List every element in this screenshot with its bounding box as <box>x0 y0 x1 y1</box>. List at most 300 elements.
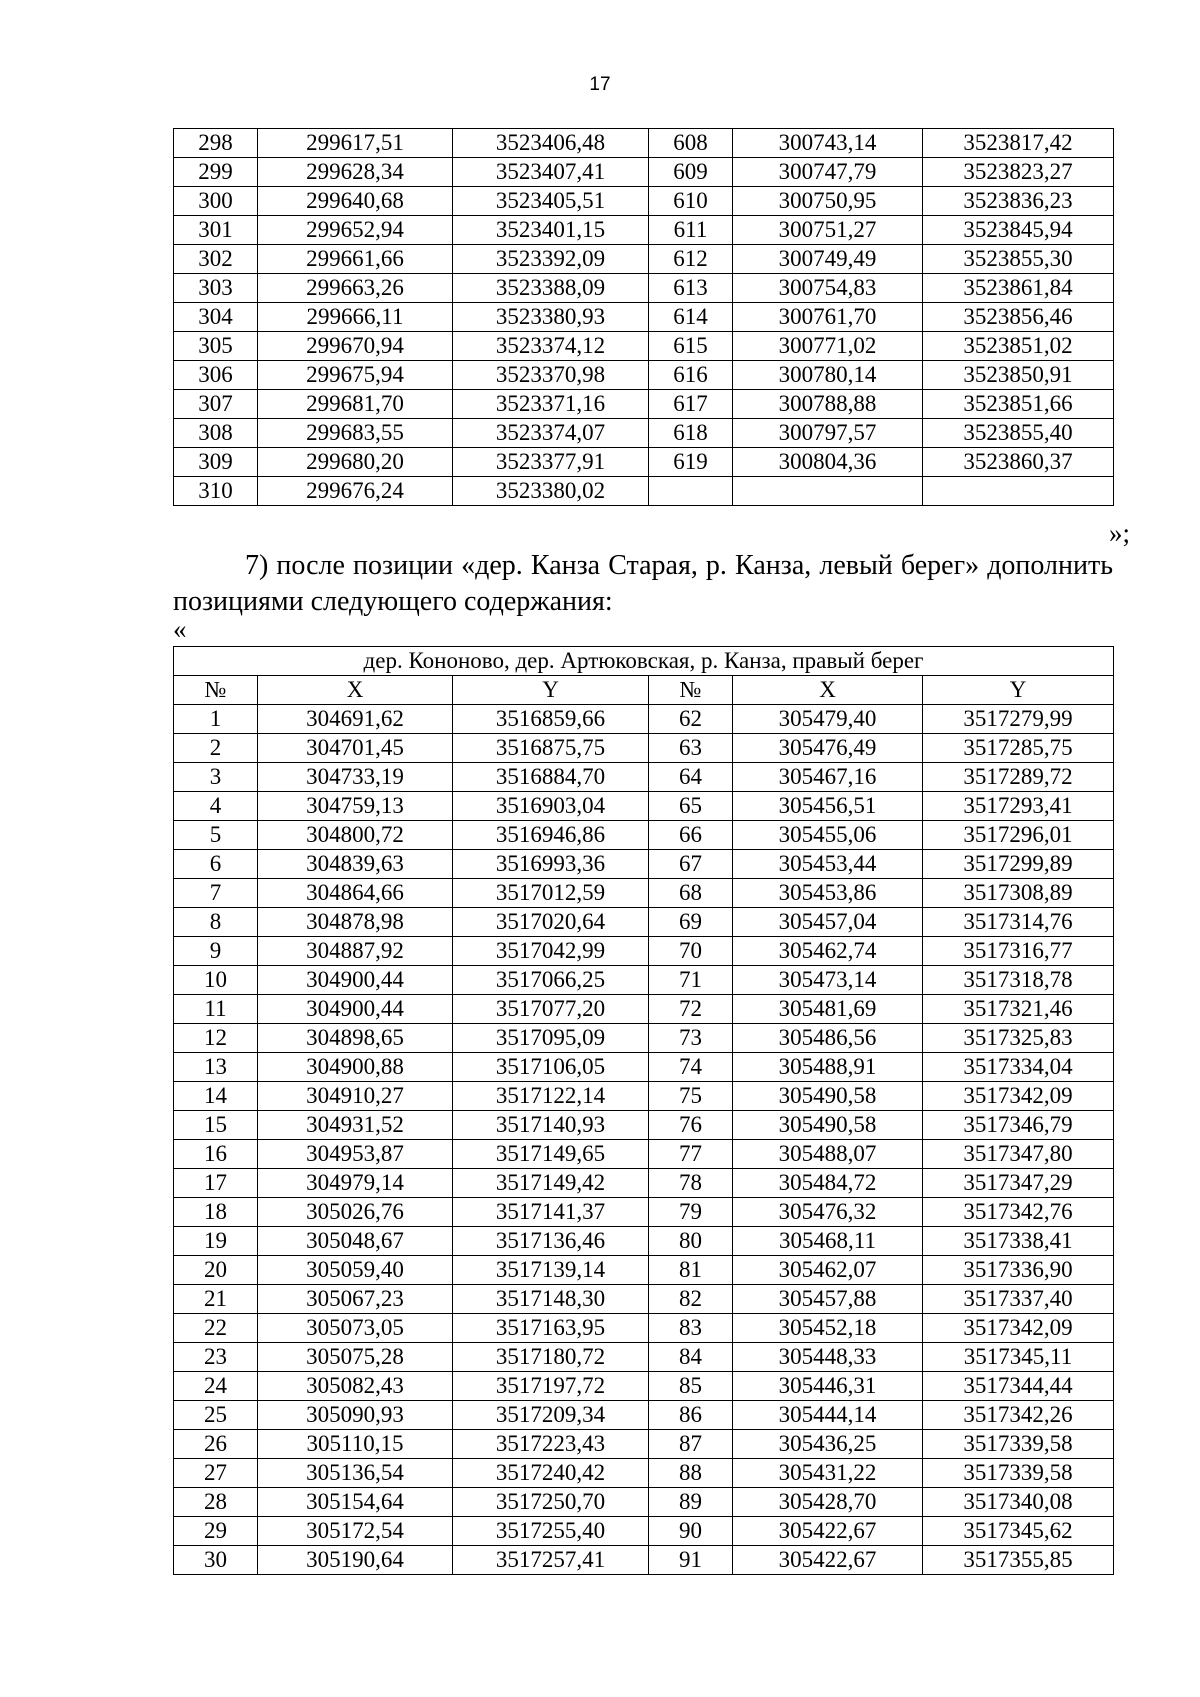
cell-y-coordinate: 3517257,41 <box>453 1546 649 1575</box>
cell-x-coordinate: 305067,23 <box>258 1285 453 1314</box>
cell-x-coordinate: 305431,22 <box>733 1459 923 1488</box>
cell-y-coordinate: 3517340,08 <box>923 1488 1114 1517</box>
cell-x-coordinate: 305455,06 <box>733 821 923 850</box>
cell-point-number: 70 <box>649 937 733 966</box>
cell-y-coordinate: 3516993,36 <box>453 850 649 879</box>
cell-x-coordinate: 305468,11 <box>733 1227 923 1256</box>
cell-x-coordinate: 300751,27 <box>733 216 923 245</box>
cell-y-coordinate: 3523371,16 <box>453 390 649 419</box>
table-row <box>174 1459 1114 1488</box>
cell-y-coordinate: 3523380,93 <box>453 303 649 332</box>
cell-point-number: 73 <box>649 1024 733 1053</box>
cell-y-coordinate: 3517342,09 <box>923 1082 1114 1111</box>
cell-point-number: 618 <box>649 419 733 448</box>
cell-x-coordinate: 305453,44 <box>733 850 923 879</box>
cell-point-number: 72 <box>649 995 733 1024</box>
cell-point-number: 303 <box>174 274 258 303</box>
cell-x-coordinate: 304878,98 <box>258 908 453 937</box>
cell-x-coordinate: 304910,27 <box>258 1082 453 1111</box>
cell-y-coordinate: 3523380,02 <box>453 477 649 506</box>
cell-y-coordinate: 3517149,65 <box>453 1140 649 1169</box>
cell-y-coordinate: 3523377,91 <box>453 448 649 477</box>
cell-y-coordinate: 3517316,77 <box>923 937 1114 966</box>
cell-y-coordinate: 3517223,43 <box>453 1430 649 1459</box>
cell-y-coordinate: 3523861,84 <box>923 274 1114 303</box>
cell-y-coordinate: 3517141,37 <box>453 1198 649 1227</box>
table-row <box>174 821 1114 850</box>
cell-y-coordinate: 3523851,66 <box>923 390 1114 419</box>
cell-point-number: 78 <box>649 1169 733 1198</box>
cell-point-number: 88 <box>649 1459 733 1488</box>
cell-x-coordinate: 305082,43 <box>258 1372 453 1401</box>
table-caption: дер. Кононово, дер. Артюковская, р. Канза, правый берег <box>174 647 1114 676</box>
table-row <box>174 1546 1114 1575</box>
table-row <box>174 158 1114 187</box>
cell-point-number: 304 <box>174 303 258 332</box>
cell-point-number: 8 <box>174 908 258 937</box>
cell-x-coordinate: 304900,44 <box>258 995 453 1024</box>
table-row <box>174 966 1114 995</box>
cell-point-number: 62 <box>649 705 733 734</box>
cell-point-number: 79 <box>649 1198 733 1227</box>
cell-x-coordinate: 304733,19 <box>258 763 453 792</box>
cell-x-coordinate: 305026,76 <box>258 1198 453 1227</box>
table-row <box>174 1082 1114 1111</box>
cell-point-number: 90 <box>649 1517 733 1546</box>
table-row <box>174 792 1114 821</box>
coordinates-table-continued <box>173 128 1114 506</box>
cell-point-number: 19 <box>174 1227 258 1256</box>
cell-x-coordinate: 305453,86 <box>733 879 923 908</box>
cell-y-coordinate: 3517255,40 <box>453 1517 649 1546</box>
table-header-row <box>174 676 1114 705</box>
cell-y-coordinate: 3517347,80 <box>923 1140 1114 1169</box>
cell-x-coordinate: 304800,72 <box>258 821 453 850</box>
cell-y-coordinate: 3523823,27 <box>923 158 1114 187</box>
table-row <box>174 332 1114 361</box>
cell-y-coordinate: 3523405,51 <box>453 187 649 216</box>
cell-point-number: 63 <box>649 734 733 763</box>
cell-y-coordinate: 3516859,66 <box>453 705 649 734</box>
cell-x-coordinate <box>733 477 923 506</box>
cell-y-coordinate: 3523860,37 <box>923 448 1114 477</box>
cell-x-coordinate: 305448,33 <box>733 1343 923 1372</box>
cell-x-coordinate: 305428,70 <box>733 1488 923 1517</box>
cell-y-coordinate: 3517180,72 <box>453 1343 649 1372</box>
closing-quote-mark: »; <box>1108 518 1130 548</box>
table-row <box>174 245 1114 274</box>
cell-x-coordinate: 304953,87 <box>258 1140 453 1169</box>
cell-x-coordinate: 300754,83 <box>733 274 923 303</box>
cell-point-number: 29 <box>174 1517 258 1546</box>
cell-x-coordinate: 305476,49 <box>733 734 923 763</box>
cell-y-coordinate: 3523406,48 <box>453 129 649 158</box>
table-row <box>174 705 1114 734</box>
table-row <box>174 937 1114 966</box>
cell-y-coordinate: 3517334,04 <box>923 1053 1114 1082</box>
table-row <box>174 1401 1114 1430</box>
cell-y-coordinate: 3516884,70 <box>453 763 649 792</box>
cell-point-number: 27 <box>174 1459 258 1488</box>
cell-y-coordinate: 3523850,91 <box>923 361 1114 390</box>
cell-y-coordinate: 3517136,46 <box>453 1227 649 1256</box>
cell-y-coordinate: 3517077,20 <box>453 995 649 1024</box>
cell-y-coordinate: 3517279,99 <box>923 705 1114 734</box>
cell-y-coordinate: 3517139,14 <box>453 1256 649 1285</box>
table-row <box>174 1343 1114 1372</box>
table-row <box>174 419 1114 448</box>
cell-point-number: 300 <box>174 187 258 216</box>
cell-y-coordinate: 3523851,02 <box>923 332 1114 361</box>
cell-x-coordinate: 305490,58 <box>733 1111 923 1140</box>
cell-x-coordinate: 305059,40 <box>258 1256 453 1285</box>
cell-y-coordinate: 3517339,58 <box>923 1430 1114 1459</box>
cell-point-number: 75 <box>649 1082 733 1111</box>
cell-point-number: 12 <box>174 1024 258 1053</box>
cell-x-coordinate: 305154,64 <box>258 1488 453 1517</box>
cell-y-coordinate: 3517342,09 <box>923 1314 1114 1343</box>
cell-x-coordinate: 305476,32 <box>733 1198 923 1227</box>
cell-y-coordinate: 3523855,40 <box>923 419 1114 448</box>
cell-point-number <box>649 477 733 506</box>
cell-point-number: 67 <box>649 850 733 879</box>
cell-y-coordinate: 3517285,75 <box>923 734 1114 763</box>
header-cell-x: X <box>733 676 923 705</box>
cell-y-coordinate: 3517321,46 <box>923 995 1114 1024</box>
table-row <box>174 1285 1114 1314</box>
cell-point-number: 82 <box>649 1285 733 1314</box>
table-row <box>174 216 1114 245</box>
cell-y-coordinate: 3523374,12 <box>453 332 649 361</box>
cell-x-coordinate: 305488,07 <box>733 1140 923 1169</box>
cell-point-number: 23 <box>174 1343 258 1372</box>
cell-x-coordinate: 305479,40 <box>733 705 923 734</box>
cell-x-coordinate: 300761,70 <box>733 303 923 332</box>
cell-x-coordinate: 305457,04 <box>733 908 923 937</box>
cell-point-number: 15 <box>174 1111 258 1140</box>
table-row <box>174 1488 1114 1517</box>
cell-x-coordinate: 305462,74 <box>733 937 923 966</box>
cell-y-coordinate: 3517140,93 <box>453 1111 649 1140</box>
cell-point-number: 11 <box>174 995 258 1024</box>
table-row <box>174 1140 1114 1169</box>
table-row <box>174 879 1114 908</box>
cell-x-coordinate: 305486,56 <box>733 1024 923 1053</box>
cell-point-number: 308 <box>174 419 258 448</box>
cell-x-coordinate: 305444,14 <box>733 1401 923 1430</box>
cell-point-number: 68 <box>649 879 733 908</box>
cell-y-coordinate: 3523407,41 <box>453 158 649 187</box>
cell-x-coordinate: 305073,05 <box>258 1314 453 1343</box>
cell-x-coordinate: 305473,14 <box>733 966 923 995</box>
cell-y-coordinate: 3517095,09 <box>453 1024 649 1053</box>
cell-x-coordinate: 299617,51 <box>258 129 453 158</box>
cell-point-number: 74 <box>649 1053 733 1082</box>
cell-point-number: 64 <box>649 763 733 792</box>
cell-point-number: 4 <box>174 792 258 821</box>
cell-y-coordinate: 3517308,89 <box>923 879 1114 908</box>
table-row <box>174 908 1114 937</box>
cell-point-number: 66 <box>649 821 733 850</box>
cell-y-coordinate: 3523374,07 <box>453 419 649 448</box>
cell-y-coordinate: 3517066,25 <box>453 966 649 995</box>
cell-point-number: 71 <box>649 966 733 995</box>
cell-y-coordinate: 3516875,75 <box>453 734 649 763</box>
header-cell-y: Y <box>453 676 649 705</box>
table-row <box>174 303 1114 332</box>
cell-x-coordinate: 305190,64 <box>258 1546 453 1575</box>
cell-y-coordinate: 3517342,76 <box>923 1198 1114 1227</box>
cell-y-coordinate: 3523392,09 <box>453 245 649 274</box>
cell-point-number: 1 <box>174 705 258 734</box>
cell-x-coordinate: 304900,44 <box>258 966 453 995</box>
coordinates-table-continued-body <box>174 129 1114 506</box>
cell-point-number: 65 <box>649 792 733 821</box>
cell-point-number: 7 <box>174 879 258 908</box>
table-row <box>174 763 1114 792</box>
cell-x-coordinate: 305110,15 <box>258 1430 453 1459</box>
cell-y-coordinate: 3517163,95 <box>453 1314 649 1343</box>
cell-y-coordinate: 3523856,46 <box>923 303 1114 332</box>
table-row <box>174 187 1114 216</box>
amendment-instruction-line-1: 7) после позиции «дер. Канза Старая, р. Канза, левый берег» дополнить <box>245 550 1113 581</box>
table-row <box>174 1169 1114 1198</box>
cell-x-coordinate: 299670,94 <box>258 332 453 361</box>
cell-point-number: 85 <box>649 1372 733 1401</box>
cell-x-coordinate: 304864,66 <box>258 879 453 908</box>
cell-point-number: 16 <box>174 1140 258 1169</box>
cell-y-coordinate: 3517042,99 <box>453 937 649 966</box>
cell-point-number: 20 <box>174 1256 258 1285</box>
cell-point-number: 305 <box>174 332 258 361</box>
table-row <box>174 734 1114 763</box>
cell-point-number: 83 <box>649 1314 733 1343</box>
cell-point-number: 86 <box>649 1401 733 1430</box>
cell-x-coordinate: 304691,62 <box>258 705 453 734</box>
cell-y-coordinate: 3516903,04 <box>453 792 649 821</box>
cell-x-coordinate: 299680,20 <box>258 448 453 477</box>
cell-point-number: 14 <box>174 1082 258 1111</box>
cell-point-number: 76 <box>649 1111 733 1140</box>
cell-x-coordinate: 305048,67 <box>258 1227 453 1256</box>
table-caption-row <box>174 647 1114 676</box>
cell-point-number: 9 <box>174 937 258 966</box>
cell-x-coordinate: 304979,14 <box>258 1169 453 1198</box>
cell-y-coordinate: 3517337,40 <box>923 1285 1114 1314</box>
cell-x-coordinate: 299663,26 <box>258 274 453 303</box>
cell-point-number: 619 <box>649 448 733 477</box>
cell-y-coordinate: 3517336,90 <box>923 1256 1114 1285</box>
cell-y-coordinate: 3517209,34 <box>453 1401 649 1430</box>
cell-x-coordinate: 304900,88 <box>258 1053 453 1082</box>
cell-y-coordinate: 3523845,94 <box>923 216 1114 245</box>
cell-x-coordinate: 299675,94 <box>258 361 453 390</box>
cell-x-coordinate: 299628,34 <box>258 158 453 187</box>
table-row <box>174 1198 1114 1227</box>
cell-y-coordinate: 3517250,70 <box>453 1488 649 1517</box>
cell-y-coordinate: 3517345,11 <box>923 1343 1114 1372</box>
table-row <box>174 1111 1114 1140</box>
cell-x-coordinate: 305462,07 <box>733 1256 923 1285</box>
cell-y-coordinate: 3517289,72 <box>923 763 1114 792</box>
cell-y-coordinate: 3517122,14 <box>453 1082 649 1111</box>
cell-x-coordinate: 305422,67 <box>733 1546 923 1575</box>
cell-x-coordinate: 305456,51 <box>733 792 923 821</box>
cell-y-coordinate: 3517345,62 <box>923 1517 1114 1546</box>
table-row <box>174 1430 1114 1459</box>
cell-y-coordinate: 3517314,76 <box>923 908 1114 937</box>
table-row <box>174 1314 1114 1343</box>
cell-point-number: 91 <box>649 1546 733 1575</box>
cell-point-number: 610 <box>649 187 733 216</box>
table-row <box>174 1256 1114 1285</box>
cell-point-number: 13 <box>174 1053 258 1082</box>
table-row <box>174 477 1114 506</box>
cell-y-coordinate: 3523388,09 <box>453 274 649 303</box>
cell-x-coordinate: 305436,25 <box>733 1430 923 1459</box>
cell-y-coordinate: 3517342,26 <box>923 1401 1114 1430</box>
cell-x-coordinate: 299640,68 <box>258 187 453 216</box>
cell-x-coordinate: 305488,91 <box>733 1053 923 1082</box>
cell-y-coordinate <box>923 477 1114 506</box>
cell-x-coordinate: 299676,24 <box>258 477 453 506</box>
cell-y-coordinate: 3517344,44 <box>923 1372 1114 1401</box>
cell-point-number: 30 <box>174 1546 258 1575</box>
cell-y-coordinate: 3523836,23 <box>923 187 1114 216</box>
cell-y-coordinate: 3517149,42 <box>453 1169 649 1198</box>
cell-x-coordinate: 304839,63 <box>258 850 453 879</box>
cell-point-number: 611 <box>649 216 733 245</box>
table-row <box>174 129 1114 158</box>
coordinates-table-kononovo <box>173 646 1114 1575</box>
cell-point-number: 84 <box>649 1343 733 1372</box>
cell-y-coordinate: 3523401,15 <box>453 216 649 245</box>
cell-point-number: 24 <box>174 1372 258 1401</box>
cell-point-number: 614 <box>649 303 733 332</box>
cell-y-coordinate: 3517339,58 <box>923 1459 1114 1488</box>
cell-point-number: 306 <box>174 361 258 390</box>
cell-point-number: 26 <box>174 1430 258 1459</box>
header-cell-y: Y <box>923 676 1114 705</box>
cell-point-number: 89 <box>649 1488 733 1517</box>
cell-point-number: 307 <box>174 390 258 419</box>
cell-x-coordinate: 305446,31 <box>733 1372 923 1401</box>
cell-x-coordinate: 300780,14 <box>733 361 923 390</box>
cell-point-number: 298 <box>174 129 258 158</box>
cell-y-coordinate: 3517012,59 <box>453 879 649 908</box>
cell-point-number: 80 <box>649 1227 733 1256</box>
table-row <box>174 1053 1114 1082</box>
cell-x-coordinate: 305452,18 <box>733 1314 923 1343</box>
cell-x-coordinate: 300788,88 <box>733 390 923 419</box>
cell-x-coordinate: 305484,72 <box>733 1169 923 1198</box>
cell-y-coordinate: 3517296,01 <box>923 821 1114 850</box>
cell-x-coordinate: 304887,92 <box>258 937 453 966</box>
cell-y-coordinate: 3517020,64 <box>453 908 649 937</box>
cell-point-number: 302 <box>174 245 258 274</box>
cell-y-coordinate: 3517338,41 <box>923 1227 1114 1256</box>
cell-y-coordinate: 3523370,98 <box>453 361 649 390</box>
cell-y-coordinate: 3517325,83 <box>923 1024 1114 1053</box>
cell-x-coordinate: 304701,45 <box>258 734 453 763</box>
cell-x-coordinate: 299683,55 <box>258 419 453 448</box>
cell-y-coordinate: 3517197,72 <box>453 1372 649 1401</box>
cell-point-number: 22 <box>174 1314 258 1343</box>
cell-y-coordinate: 3517148,30 <box>453 1285 649 1314</box>
cell-point-number: 615 <box>649 332 733 361</box>
header-cell-number: № <box>649 676 733 705</box>
cell-point-number: 609 <box>649 158 733 187</box>
table-row <box>174 448 1114 477</box>
coordinates-table-kononovo-body <box>174 647 1114 1575</box>
amendment-instruction-line-2: позициями следующего содержания: <box>173 586 613 617</box>
cell-point-number: 617 <box>649 390 733 419</box>
cell-point-number: 69 <box>649 908 733 937</box>
cell-x-coordinate: 300804,36 <box>733 448 923 477</box>
cell-point-number: 25 <box>174 1401 258 1430</box>
cell-point-number: 18 <box>174 1198 258 1227</box>
table-row <box>174 361 1114 390</box>
cell-x-coordinate: 299652,94 <box>258 216 453 245</box>
table-row <box>174 274 1114 303</box>
cell-x-coordinate: 304759,13 <box>258 792 453 821</box>
cell-point-number: 6 <box>174 850 258 879</box>
cell-x-coordinate: 299666,11 <box>258 303 453 332</box>
cell-y-coordinate: 3517240,42 <box>453 1459 649 1488</box>
cell-y-coordinate: 3517355,85 <box>923 1546 1114 1575</box>
cell-point-number: 608 <box>649 129 733 158</box>
cell-x-coordinate: 300749,49 <box>733 245 923 274</box>
cell-point-number: 10 <box>174 966 258 995</box>
cell-point-number: 309 <box>174 448 258 477</box>
cell-point-number: 5 <box>174 821 258 850</box>
cell-x-coordinate: 300771,02 <box>733 332 923 361</box>
cell-point-number: 87 <box>649 1430 733 1459</box>
cell-x-coordinate: 300750,95 <box>733 187 923 216</box>
cell-x-coordinate: 299681,70 <box>258 390 453 419</box>
cell-x-coordinate: 304931,52 <box>258 1111 453 1140</box>
cell-x-coordinate: 304898,65 <box>258 1024 453 1053</box>
cell-point-number: 613 <box>649 274 733 303</box>
cell-y-coordinate: 3517293,41 <box>923 792 1114 821</box>
cell-point-number: 2 <box>174 734 258 763</box>
table-row <box>174 1517 1114 1546</box>
cell-y-coordinate: 3517299,89 <box>923 850 1114 879</box>
header-cell-number: № <box>174 676 258 705</box>
cell-x-coordinate: 300747,79 <box>733 158 923 187</box>
cell-point-number: 77 <box>649 1140 733 1169</box>
table-row <box>174 1227 1114 1256</box>
cell-x-coordinate: 305467,16 <box>733 763 923 792</box>
header-cell-x: X <box>258 676 453 705</box>
cell-x-coordinate: 305422,67 <box>733 1517 923 1546</box>
cell-x-coordinate: 305481,69 <box>733 995 923 1024</box>
cell-y-coordinate: 3517318,78 <box>923 966 1114 995</box>
cell-y-coordinate: 3523855,30 <box>923 245 1114 274</box>
cell-y-coordinate: 3517346,79 <box>923 1111 1114 1140</box>
cell-point-number: 310 <box>174 477 258 506</box>
table-row <box>174 995 1114 1024</box>
cell-y-coordinate: 3517106,05 <box>453 1053 649 1082</box>
cell-y-coordinate: 3516946,86 <box>453 821 649 850</box>
table-row <box>174 1372 1114 1401</box>
cell-point-number: 612 <box>649 245 733 274</box>
cell-point-number: 17 <box>174 1169 258 1198</box>
cell-point-number: 21 <box>174 1285 258 1314</box>
cell-x-coordinate: 305172,54 <box>258 1517 453 1546</box>
cell-y-coordinate: 3523817,42 <box>923 129 1114 158</box>
table-row <box>174 1024 1114 1053</box>
